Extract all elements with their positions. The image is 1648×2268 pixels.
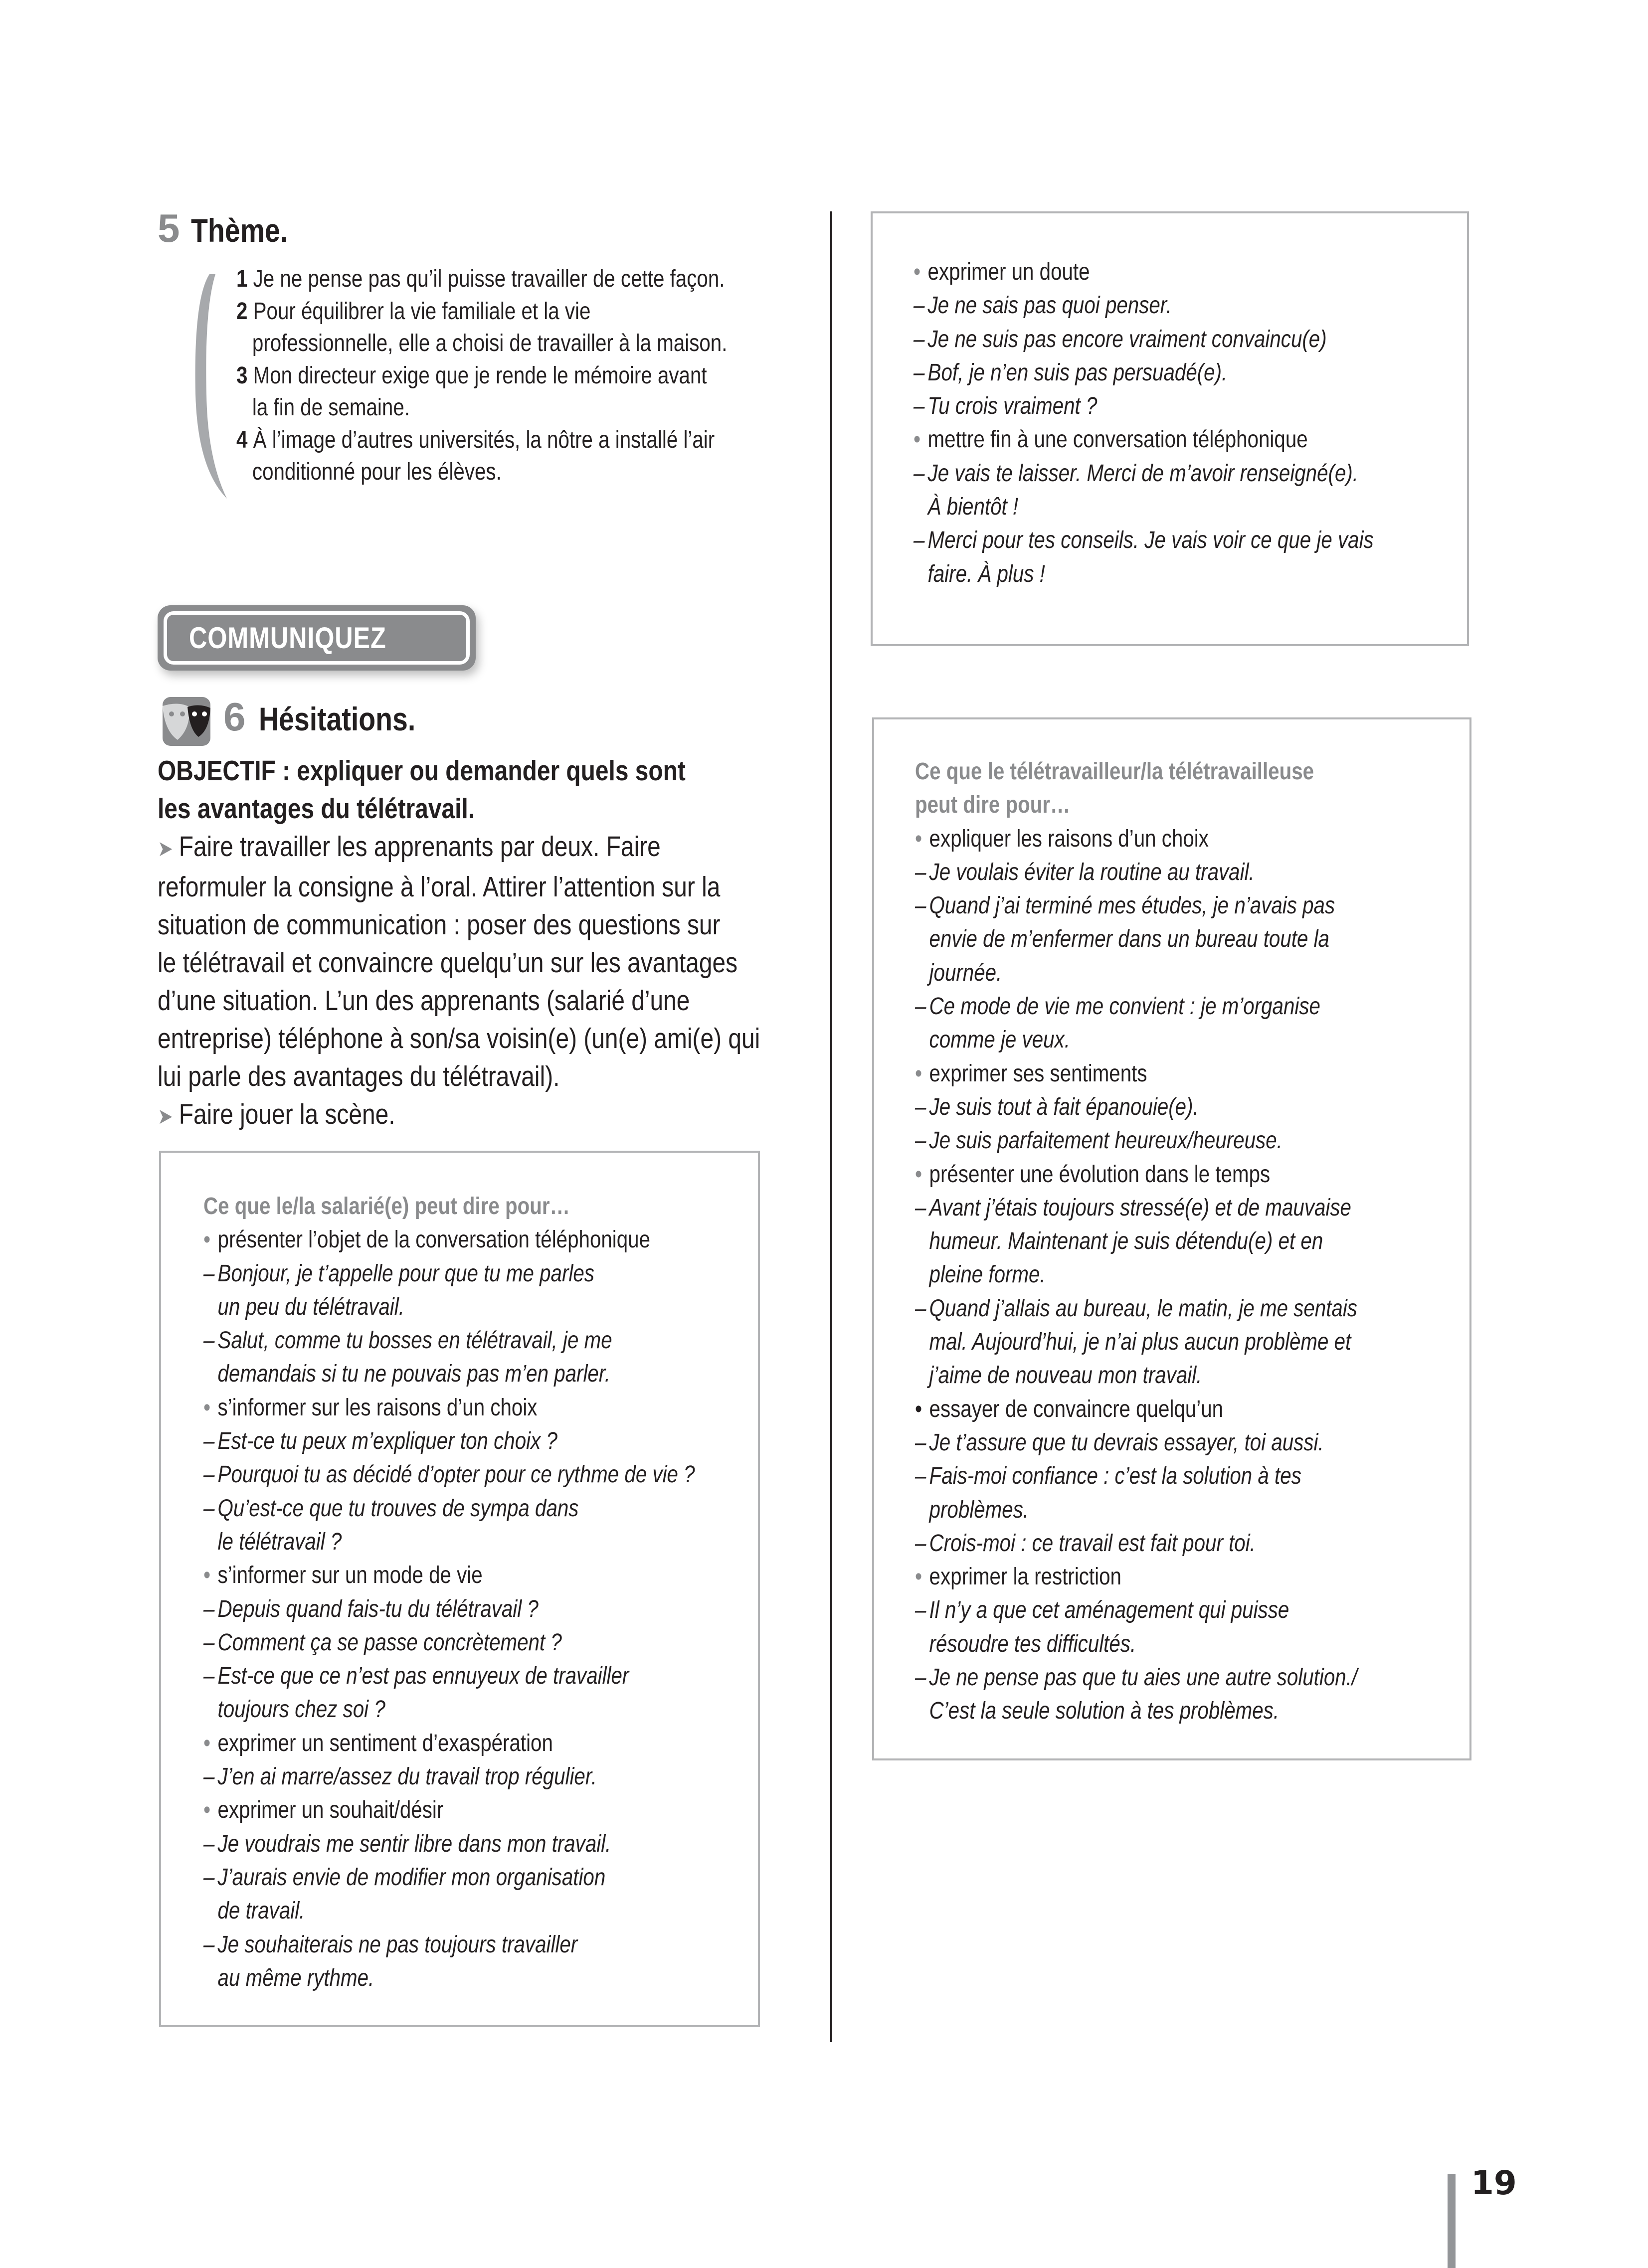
line-text: Je ne pense pas que tu aies une autre solution./: [929, 1664, 1358, 1691]
dash-icon: –: [915, 859, 926, 885]
example-phrase: [915, 1191, 1460, 1292]
line-text: comme je veux.: [929, 1027, 1070, 1053]
example-phrase: [915, 1593, 1460, 1661]
line-text: Est-ce tu peux m’expliquer ton choix ?: [217, 1428, 557, 1455]
instruction-text: situation de communication : poser des questions sur: [158, 909, 721, 941]
item-text: Je ne pense pas qu’il puisse travailler de cette façon.: [253, 266, 725, 292]
line: [203, 1827, 748, 1861]
line-text: j’aime de nouveau mon travail.: [929, 1362, 1202, 1389]
line: [203, 1760, 748, 1793]
objective-line: OBJECTIF : expliquer ou demander quels sont: [158, 755, 686, 787]
teleworker-phrases-box: [872, 717, 1471, 1760]
instruction-line: [158, 1057, 786, 1095]
instruction-line: [158, 1020, 786, 1057]
line: [915, 1359, 1460, 1392]
dash-icon: –: [203, 1428, 215, 1455]
exercise-5-heading: [158, 205, 306, 251]
exercise-6-instructions: [158, 752, 786, 1136]
instruction-line: [158, 906, 786, 944]
exercise-title: Hésitations.: [258, 700, 416, 737]
item-text: conditionné pour les élèves.: [252, 459, 502, 485]
function-bullet: [915, 1560, 1460, 1593]
dash-icon: –: [914, 460, 925, 487]
line-text: Depuis quand fais-tu du télétravail ?: [217, 1595, 539, 1622]
line: [915, 1459, 1460, 1493]
line: [915, 822, 1460, 856]
example-phrase: [915, 1426, 1460, 1459]
dash-icon: –: [915, 1530, 926, 1557]
function-bullet: [915, 1057, 1460, 1090]
line: [915, 889, 1460, 922]
line: [915, 1627, 1460, 1661]
example-phrase: [915, 990, 1460, 1057]
item-number: 3: [236, 362, 248, 389]
dash-icon: –: [915, 993, 926, 1020]
theme-list: [236, 263, 781, 489]
dash-icon: –: [203, 1663, 215, 1690]
item-number: 1: [236, 266, 248, 292]
line-text: exprimer un doute: [927, 259, 1090, 285]
example-phrase: [914, 457, 1458, 524]
item-number: 2: [236, 298, 248, 325]
example-phrase: [203, 1492, 748, 1559]
line-text: Je ne sais pas quoi penser.: [927, 292, 1172, 319]
line: [203, 1961, 748, 1995]
function-bullet: [915, 1393, 1460, 1426]
line: [915, 1023, 1460, 1056]
line: [915, 1090, 1460, 1124]
arrow-icon: ➤: [158, 837, 173, 861]
dash-icon: –: [203, 1931, 215, 1958]
line-text: Je souhaiterais ne pas toujours travailler: [217, 1931, 578, 1958]
example-phrase: [915, 1292, 1460, 1393]
line-text: Quand j’allais au bureau, le matin, je me sentais: [929, 1295, 1357, 1322]
line: [203, 1458, 748, 1491]
line-text: Salut, comme tu bosses en télétravail, je me: [217, 1327, 612, 1354]
instruction-text: reformuler la consigne à l’oral. Attirer l’attention sur la: [158, 871, 721, 903]
item-number: 4: [236, 426, 248, 453]
decorative-bracket-icon: [189, 269, 234, 504]
line: [915, 856, 1460, 889]
line: [203, 1223, 748, 1256]
line: [914, 389, 1458, 423]
line-text: exprimer ses sentiments: [929, 1060, 1147, 1087]
example-phrase: [914, 523, 1458, 591]
dash-icon: –: [915, 1127, 926, 1154]
line: [915, 1560, 1460, 1593]
line: [203, 1391, 748, 1424]
theme-item-line: [236, 392, 781, 424]
item-text: professionnelle, elle a choisi de travailler à la maison.: [252, 330, 728, 356]
line: [203, 1693, 748, 1726]
exercise-number: 5: [158, 206, 180, 250]
bullet-icon: •: [915, 825, 922, 852]
line: [914, 457, 1458, 490]
dash-icon: –: [203, 1461, 215, 1488]
function-bullet: [203, 1793, 748, 1827]
example-phrase: [915, 889, 1460, 990]
item-text: Pour équilibrer la vie familiale et la vie: [253, 298, 591, 325]
dash-icon: –: [914, 393, 925, 420]
line-text: Tu crois vraiment ?: [927, 393, 1098, 420]
dash-icon: –: [203, 1495, 215, 1522]
instruction-text: d’une situation. L’un des apprenants (salarié d’une: [158, 985, 690, 1017]
line-text: présenter une évolution dans le temps: [929, 1161, 1271, 1188]
line: [915, 1527, 1460, 1560]
line-text: journée.: [929, 959, 1002, 986]
bullet-icon: •: [915, 1396, 922, 1422]
line: [914, 523, 1458, 557]
example-phrase: [203, 1626, 748, 1659]
objective-line: les avantages du télétravail.: [158, 793, 475, 825]
example-phrase: [915, 1661, 1460, 1728]
line: [915, 990, 1460, 1023]
line: [203, 1626, 748, 1659]
instruction-text: Faire jouer la scène.: [179, 1098, 395, 1130]
line-text: Bonjour, je t’appelle pour que tu me parles: [217, 1260, 594, 1287]
dash-icon: –: [203, 1629, 215, 1656]
dash-icon: –: [203, 1595, 215, 1622]
line: [203, 1525, 748, 1559]
example-phrase: [915, 1124, 1460, 1157]
section-badge-label: COMMUNIQUEZ: [189, 621, 386, 655]
exercise-6-heading: [223, 694, 445, 740]
theme-item: [236, 424, 781, 489]
line: [915, 1325, 1460, 1359]
bullet-icon: •: [914, 426, 921, 453]
theme-item: [236, 296, 781, 360]
example-phrase: [203, 1861, 748, 1928]
line: [915, 1694, 1460, 1728]
line-text: J’en ai marre/assez du travail trop régulier.: [217, 1763, 597, 1790]
instruction-line: [158, 944, 786, 982]
line: [915, 1124, 1460, 1157]
line-text: Qu’est-ce que tu trouves de sympa dans: [217, 1495, 579, 1522]
line: [915, 1224, 1460, 1258]
theme-item-line: [236, 456, 781, 489]
example-phrase: [915, 1090, 1460, 1124]
line-text: Il n’y a que cet aménagement qui puisse: [929, 1597, 1289, 1624]
line-text: Je voulais éviter la routine au travail.: [929, 859, 1255, 885]
line-text: À bientôt !: [927, 494, 1019, 521]
box-header: peut dire pour…: [915, 792, 1071, 819]
line-text: présenter l’objet de la conversation téléphonique: [217, 1226, 651, 1253]
function-bullet: [203, 1391, 748, 1424]
dash-icon: –: [914, 326, 925, 352]
bullet-icon: •: [914, 259, 921, 285]
instruction-text: lui parle des avantages du télétravail).: [158, 1060, 560, 1092]
example-phrase: [203, 1324, 748, 1391]
line: [915, 1393, 1460, 1426]
line-text: s’informer sur un mode de vie: [217, 1562, 483, 1589]
line-text: Crois-moi : ce travail est fait pour toi.: [929, 1530, 1256, 1557]
line: [915, 1158, 1460, 1191]
line-text: Avant j’étais toujours stressé(e) et de mauvaise: [929, 1194, 1351, 1221]
column-divider: [830, 211, 832, 2042]
dash-icon: –: [915, 1295, 926, 1322]
theme-item-line: [236, 424, 781, 457]
line-text: un peu du télétravail.: [217, 1293, 404, 1320]
bullet-icon: •: [203, 1394, 211, 1421]
function-bullet: [915, 822, 1460, 856]
box-header: Ce que le/la salarié(e) peut dire pour…: [203, 1193, 570, 1220]
bullet-icon: •: [915, 1564, 922, 1590]
line-text: Merci pour tes conseils. Je vais voir ce que je vais: [927, 527, 1374, 554]
bullet-icon: •: [203, 1562, 211, 1589]
line-text: exprimer un souhait/désir: [217, 1797, 444, 1824]
line-text: Quand j’ai terminé mes études, je n’avais pas: [929, 892, 1335, 919]
dash-icon: –: [914, 527, 925, 554]
theme-item-line: [236, 328, 781, 360]
example-phrase: [203, 1458, 748, 1491]
line: [203, 1492, 748, 1525]
bullet-icon: •: [915, 1060, 922, 1087]
example-phrase: [914, 356, 1458, 389]
line-text: Je vais te laisser. Merci de m’avoir renseigné(e).: [927, 460, 1359, 487]
example-phrase: [203, 1827, 748, 1861]
dash-icon: –: [915, 1664, 926, 1691]
dash-icon: –: [203, 1327, 215, 1354]
line-text: mal. Aujourd’hui, je n’ai plus aucun problème et: [929, 1329, 1351, 1356]
line-text: pleine forme.: [929, 1261, 1046, 1288]
line: [914, 490, 1458, 523]
bullet-icon: •: [203, 1226, 211, 1253]
line: [203, 1659, 748, 1693]
function-bullet: [203, 1223, 748, 1256]
theme-item-line: [236, 360, 781, 392]
function-bullet: [915, 1158, 1460, 1191]
line-text: C’est la seule solution à tes problèmes.: [929, 1698, 1280, 1725]
line-text: Bof, je n’en suis pas persuadé(e).: [927, 359, 1228, 386]
line: [203, 1424, 748, 1458]
dash-icon: –: [203, 1763, 215, 1790]
line-text: Je t’assure que tu devrais essayer, toi aussi.: [929, 1429, 1324, 1456]
theater-masks-icon: [159, 694, 213, 749]
instruction-line: [158, 828, 786, 868]
instruction-text: Faire travailler les apprenants par deux. Faire: [179, 831, 661, 863]
line-text: Pourquoi tu as décidé d’opter pour ce rythme de vie ?: [217, 1461, 695, 1488]
line: [203, 1559, 748, 1592]
page-number: 19: [1471, 2164, 1517, 2202]
line: [914, 356, 1458, 389]
example-phrase: [203, 1659, 748, 1727]
line: [203, 1290, 748, 1324]
theme-item: [236, 263, 781, 296]
theme-item-line: [236, 296, 781, 328]
line-text: exprimer un sentiment d’exaspération: [217, 1730, 553, 1756]
employee-phrases-box: [159, 1151, 760, 2027]
function-bullet: [914, 255, 1458, 289]
line-text: Fais-moi confiance : c’est la solution à tes: [929, 1463, 1301, 1490]
example-phrase: [203, 1928, 748, 1995]
theme-item-line: [236, 263, 781, 296]
line-text: expliquer les raisons d’un choix: [929, 825, 1209, 852]
line-text: mettre fin à une conversation téléphonique: [927, 426, 1308, 453]
line: [915, 1292, 1460, 1325]
example-phrase: [203, 1760, 748, 1793]
line-text: exprimer la restriction: [929, 1564, 1121, 1590]
line: [203, 1928, 748, 1961]
line-text: le télétravail ?: [217, 1528, 342, 1555]
line: [915, 1593, 1460, 1627]
line-text: J’aurais envie de modifier mon organisation: [217, 1864, 606, 1891]
line-text: Ce mode de vie me convient : je m’organise: [929, 993, 1320, 1020]
line: [203, 1257, 748, 1290]
example-phrase: [203, 1424, 748, 1458]
function-bullet: [914, 423, 1458, 456]
line-text: Je ne suis pas encore vraiment convaincu(e): [927, 326, 1327, 352]
example-phrase: [915, 1527, 1460, 1560]
line-text: s’informer sur les raisons d’un choix: [217, 1394, 538, 1421]
section-badge: [158, 605, 476, 671]
dash-icon: –: [915, 892, 926, 919]
instruction-text: entreprise) téléphone à son/sa voisin(e) (un(e) ami(e) qui: [158, 1023, 760, 1054]
line-text: Est-ce que ce n’est pas ennuyeux de travailler: [217, 1663, 629, 1690]
item-text: Mon directeur exige que je rende le mémoire avant: [253, 362, 707, 389]
line-text: Je voudrais me sentir libre dans mon travail.: [217, 1830, 611, 1857]
arrow-icon: ➤: [158, 1104, 173, 1129]
line-text: demandais si tu ne pouvais pas m’en parler.: [217, 1361, 610, 1388]
line: [915, 1426, 1460, 1459]
exercise-title: Thème.: [190, 212, 288, 249]
instruction-line: [158, 868, 786, 906]
line-text: envie de m’enfermer dans un bureau toute la: [929, 926, 1329, 953]
bullet-icon: •: [203, 1730, 211, 1756]
theme-item: [236, 360, 781, 424]
line-text: Je suis tout à fait épanouie(e).: [929, 1093, 1199, 1120]
example-phrase: [915, 856, 1460, 889]
line-text: de travail.: [217, 1898, 305, 1924]
line: [915, 922, 1460, 956]
line: [915, 1057, 1460, 1090]
line-text: problèmes.: [929, 1496, 1029, 1523]
line: [914, 323, 1458, 356]
function-bullet: [203, 1559, 748, 1592]
line: [915, 956, 1460, 990]
line: [203, 1324, 748, 1357]
example-phrase: [914, 389, 1458, 423]
item-text: À l’image d’autres universités, la nôtre a installé l’air: [253, 426, 715, 453]
line: [203, 1357, 748, 1391]
dash-icon: –: [915, 1597, 926, 1624]
dash-icon: –: [915, 1093, 926, 1120]
line: [203, 1592, 748, 1626]
line: [915, 1258, 1460, 1291]
exercise-number: 6: [223, 695, 246, 739]
line: [915, 1661, 1460, 1694]
line-text: au même rythme.: [217, 1964, 374, 1991]
box-header: Ce que le télétravailleur/la télétravailleuse: [915, 758, 1314, 785]
doubt-phrases-box: [871, 211, 1469, 646]
line-text: Je suis parfaitement heureux/heureuse.: [929, 1127, 1282, 1154]
example-phrase: [914, 289, 1458, 322]
dash-icon: –: [914, 292, 925, 319]
instruction-line: [158, 982, 786, 1020]
line: [203, 1793, 748, 1827]
item-text: la fin de semaine.: [252, 394, 410, 421]
bullet-icon: •: [203, 1797, 211, 1824]
line-text: essayer de convaincre quelqu’un: [929, 1396, 1224, 1422]
example-phrase: [915, 1459, 1460, 1527]
example-phrase: [203, 1592, 748, 1626]
dash-icon: –: [203, 1830, 215, 1857]
line: [914, 423, 1458, 456]
line-text: toujours chez soi ?: [217, 1696, 385, 1723]
line-text: humeur. Maintenant je suis détendu(e) et en: [929, 1228, 1323, 1255]
dash-icon: –: [914, 359, 925, 386]
line: [915, 1493, 1460, 1527]
instruction-line: [158, 1095, 786, 1136]
line: [915, 1191, 1460, 1224]
line: [914, 289, 1458, 322]
line: [203, 1727, 748, 1760]
line: [203, 1861, 748, 1894]
example-phrase: [914, 323, 1458, 356]
instruction-text: le télétravail et convaincre quelqu’un sur les avantages: [158, 947, 738, 979]
line: [203, 1894, 748, 1927]
line-text: Comment ça se passe concrètement ?: [217, 1629, 562, 1656]
function-bullet: [203, 1727, 748, 1760]
dash-icon: –: [203, 1260, 215, 1287]
example-phrase: [203, 1257, 748, 1324]
dash-icon: –: [915, 1463, 926, 1490]
line: [914, 557, 1458, 591]
bullet-icon: •: [915, 1161, 922, 1188]
line-text: faire. À plus !: [927, 560, 1045, 587]
page-number-bar: [1448, 2174, 1456, 2268]
line: [914, 255, 1458, 289]
dash-icon: –: [203, 1864, 215, 1891]
dash-icon: –: [915, 1194, 926, 1221]
line-text: résoudre tes difficultés.: [929, 1630, 1136, 1657]
dash-icon: –: [915, 1429, 926, 1456]
